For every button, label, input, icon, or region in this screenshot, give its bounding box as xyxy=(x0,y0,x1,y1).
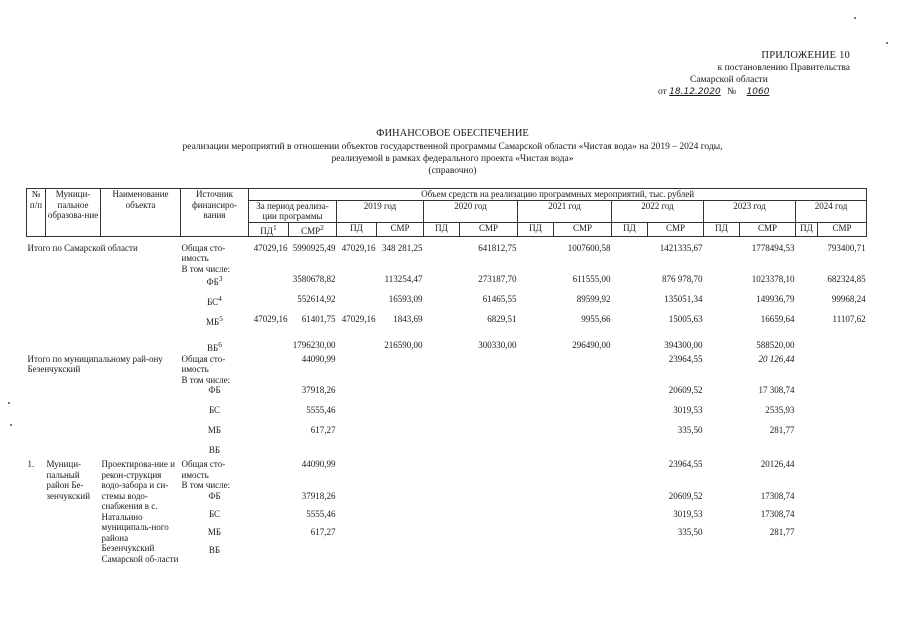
cell-value: 273187,70 xyxy=(478,274,517,284)
source-mb: МБ xyxy=(207,425,222,435)
header-pd: ПД xyxy=(518,222,554,237)
cell-value: 11107,62 xyxy=(832,314,866,324)
cell-value: 47029,16 xyxy=(341,242,376,253)
source-label: Общая сто-имость xyxy=(181,353,226,374)
source-vb: ВБ xyxy=(208,445,221,455)
source-mb: $МБ^5$ xyxy=(206,314,223,327)
header-pd: ПД xyxy=(704,222,740,237)
header-pd: ПД xyxy=(612,222,648,237)
header-smr-period: СМР$^2$ xyxy=(289,222,337,237)
table-row xyxy=(27,264,867,275)
cell-value: 47029,16 xyxy=(253,314,288,324)
cell-value: 20609,52 xyxy=(668,490,703,501)
cell-value: 394300,00 xyxy=(664,340,703,350)
cell-value: 348 281,25 xyxy=(382,242,423,253)
header-smr: СМР xyxy=(460,222,518,237)
appendix-block xyxy=(610,50,850,98)
cell-value: 17 308,74 xyxy=(758,385,795,395)
cell-value: 281,77 xyxy=(769,526,795,537)
item-municipality: Муници-пальный район Бе-зенчукский xyxy=(46,459,91,501)
header-num: № п/п xyxy=(27,189,46,237)
header-municipality: Муници-пальное образова-ние xyxy=(46,189,101,237)
cell-value: 149936,79 xyxy=(756,294,795,304)
table-row xyxy=(27,405,867,425)
table-row xyxy=(27,314,867,334)
item-object: Проектирова-ние и рекон-струкция водо-забора и си-стемы водо-снабжения в с. Натальино муниципаль-ного района Безенчукский Самарской об-ласти xyxy=(101,459,179,564)
header-period: За период реализа-ции программы xyxy=(249,200,337,222)
source-vb: ВБ xyxy=(208,544,221,555)
header-2021: 2021 год xyxy=(518,200,612,222)
cell-value: 1023378,10 xyxy=(751,274,795,284)
source-bs: БС xyxy=(208,405,221,415)
table-row xyxy=(27,294,867,314)
source-bs: $БС^4$ xyxy=(207,294,222,307)
scan-speck xyxy=(8,402,10,404)
appendix-line-2: Самарской области xyxy=(690,75,768,85)
header-smr: СМР xyxy=(554,222,612,237)
table-row xyxy=(27,354,867,375)
cell-value: 1778494,53 xyxy=(751,242,795,253)
cell-value: 89599,92 xyxy=(576,294,611,304)
header-volume: Объем средств на реализацию программных мероприятий, тыс. рублей xyxy=(249,189,867,201)
cell-value: 16593,09 xyxy=(388,294,423,304)
row-name: Итого по Самарской области xyxy=(27,242,138,253)
cell-value: 47029,16 xyxy=(341,314,376,324)
cell-value: 17308,74 xyxy=(760,508,795,519)
cell-value: 3019,53 xyxy=(673,405,703,415)
header-pd-period: $ПД^1$ xyxy=(249,222,289,237)
cell-value: 682324,85 xyxy=(827,274,866,284)
cell-value: 1421335,67 xyxy=(659,242,703,253)
cell-value: 20 126,44 xyxy=(758,353,795,364)
header-smr: СМР xyxy=(648,222,704,237)
cell-value: 9955,66 xyxy=(581,314,611,324)
appendix-line-1: к постановлению Правительства xyxy=(717,63,850,73)
source-label: В том числе: xyxy=(181,374,231,385)
heading-line-3: (справочно) xyxy=(428,166,477,176)
cell-value: 61465,55 xyxy=(482,294,517,304)
cell-value: 216590,00 xyxy=(384,340,423,350)
cell-value: 20126,44 xyxy=(760,459,795,469)
cell-value: 335,50 xyxy=(677,425,703,435)
source-label: В том числе: xyxy=(181,480,231,490)
cell-value: 611555,00 xyxy=(572,274,611,284)
table-row xyxy=(27,340,867,354)
cell-value: 44090,99 xyxy=(301,353,336,364)
cell-value: 5555,46 xyxy=(306,405,336,415)
cell-value: 5555,46 xyxy=(306,508,336,519)
scan-speck xyxy=(886,42,888,44)
cell-value: 641812,75 xyxy=(478,242,517,253)
cell-value: 20609,52 xyxy=(668,385,703,395)
header-2019: 2019 год xyxy=(337,200,424,222)
cell-value: 281,77 xyxy=(769,425,795,435)
cell-value: 552614,92 xyxy=(297,294,336,304)
cell-value: 37918,26 xyxy=(301,385,336,395)
item-num: 1. xyxy=(27,459,35,469)
date-value: 18.12.2020 xyxy=(669,87,721,97)
cell-value: 113254,47 xyxy=(384,274,423,284)
table-row xyxy=(27,459,867,480)
header-source: Источник финансиро-вания xyxy=(181,189,249,237)
table-row xyxy=(27,425,867,445)
source-mb: МБ xyxy=(207,526,222,537)
cell-value: 37918,26 xyxy=(301,490,336,501)
source-label: Общая сто-имость xyxy=(181,242,226,263)
cell-value: 300330,00 xyxy=(478,340,517,350)
header-2020: 2020 год xyxy=(424,200,518,222)
scan-speck xyxy=(10,424,12,426)
source-fb: $ФБ^3$ xyxy=(206,274,223,287)
cell-value: 5990925,49 xyxy=(292,242,336,253)
cell-value: 17308,74 xyxy=(760,490,795,501)
header-2023: 2023 год xyxy=(704,200,796,222)
heading-line-1: реализации мероприятий в отношении объектов государственной программы Самарской области «Чистая вода» на 2019 – 2024 годы, xyxy=(182,142,723,152)
cell-value: 44090,99 xyxy=(301,459,336,469)
source-bs: БС xyxy=(208,508,221,519)
scan-speck xyxy=(854,17,856,19)
source-label: Общая сто-имость xyxy=(181,459,226,480)
header-object: Наименование объекта xyxy=(101,189,181,237)
row-name: Итого по муниципальному рай-ону Безенчукский xyxy=(27,353,163,374)
heading-line-2: реализуемой в рамках федерального проекта «Чистая вода» xyxy=(331,154,574,164)
header-smr: СМР xyxy=(818,222,867,237)
table-row xyxy=(27,243,867,264)
source-label: В том числе: xyxy=(181,263,231,274)
heading-title: ФИНАНСОВОЕ ОБЕСПЕЧЕНИЕ xyxy=(376,128,529,139)
cell-value: 23964,55 xyxy=(668,353,703,364)
header-smr: СМР xyxy=(377,222,424,237)
cell-value: 15005,63 xyxy=(668,314,703,324)
cell-value: 47029,16 xyxy=(253,242,288,253)
table-row xyxy=(27,385,867,405)
table-row xyxy=(27,445,867,459)
cell-value: 3019,53 xyxy=(673,508,703,519)
table-row xyxy=(27,274,867,294)
cell-value: 6829,51 xyxy=(487,314,517,324)
financing-table xyxy=(26,188,867,593)
cell-value: 617,27 xyxy=(310,526,336,537)
cell-value: 16659,64 xyxy=(760,314,795,324)
source-vb: $ВБ^6$ xyxy=(207,340,222,353)
cell-value: 335,50 xyxy=(677,526,703,537)
date-prefix: от xyxy=(658,87,667,97)
header-2024: 2024 год xyxy=(796,200,867,222)
number-prefix: № xyxy=(727,87,737,97)
cell-value: 1843,69 xyxy=(393,314,423,324)
cell-value: 135051,34 xyxy=(664,294,703,304)
number-value: 1060 xyxy=(746,87,770,97)
cell-value: 617,27 xyxy=(310,425,336,435)
cell-value: 588520,00 xyxy=(756,340,795,350)
header-pd: ПД xyxy=(796,222,818,237)
cell-value: 23964,55 xyxy=(668,459,703,469)
source-fb: ФБ xyxy=(208,490,221,501)
appendix-title: ПРИЛОЖЕНИЕ 10 xyxy=(761,50,850,61)
cell-value: 99968,24 xyxy=(831,294,866,304)
header-2022: 2022 год xyxy=(612,200,704,222)
cell-value: 1796230,00 xyxy=(292,340,336,350)
cell-value: 61401,75 xyxy=(301,314,336,324)
header-pd: ПД xyxy=(337,222,377,237)
source-fb: ФБ xyxy=(208,385,221,395)
cell-value: 876 978,70 xyxy=(662,274,703,284)
header-pd: ПД xyxy=(424,222,460,237)
appendix-date-line xyxy=(610,86,850,98)
header-smr: СМР xyxy=(740,222,796,237)
cell-value: 2535,93 xyxy=(765,405,795,415)
cell-value: 3580678,82 xyxy=(292,274,336,284)
header-row-1 xyxy=(27,189,867,201)
cell-value: 1007600,58 xyxy=(567,242,611,253)
cell-value: 793400,71 xyxy=(827,242,866,253)
cell-value: 296490,00 xyxy=(572,340,611,350)
